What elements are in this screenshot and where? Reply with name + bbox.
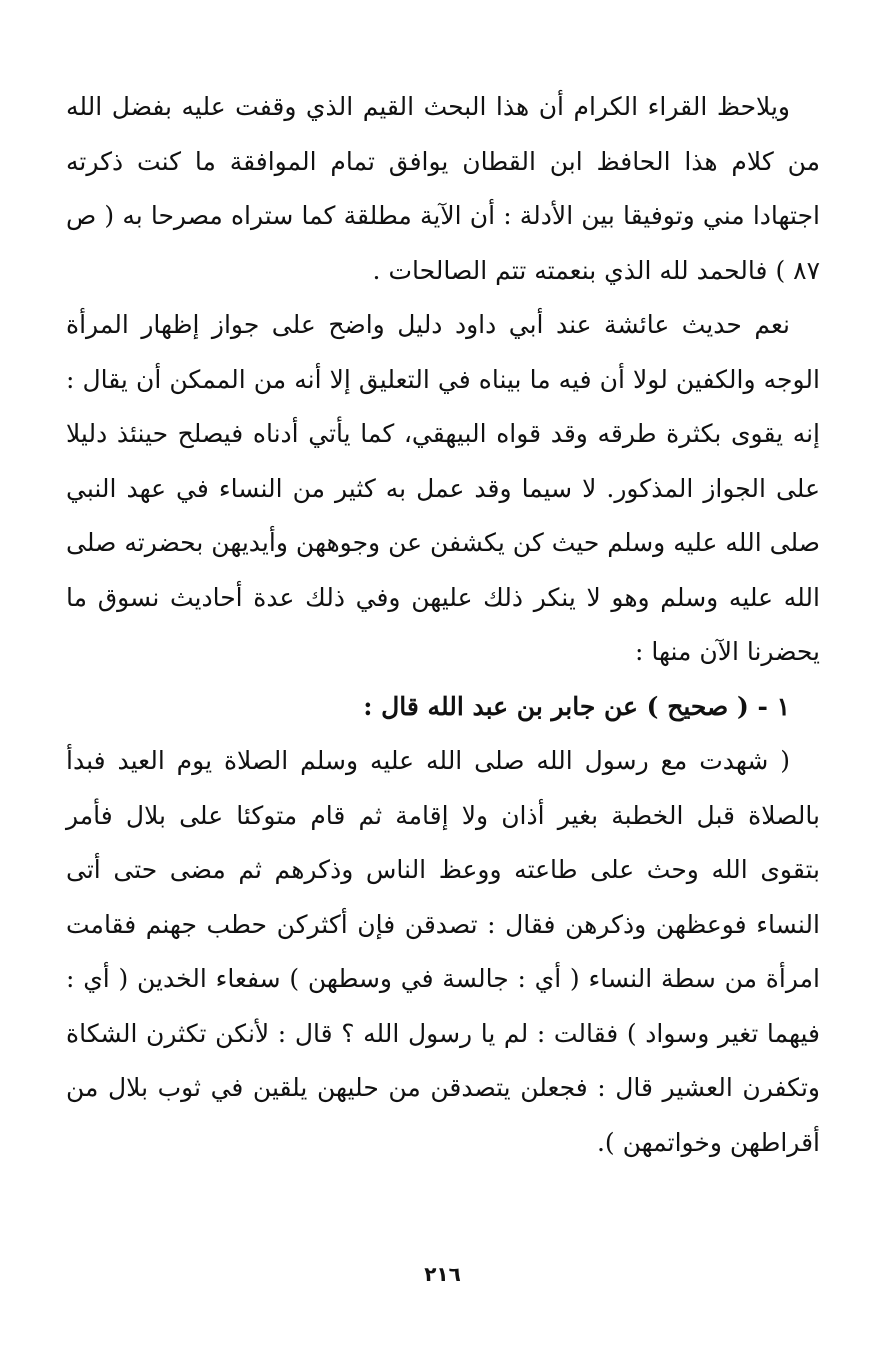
page-number: ٢١٦ — [424, 1262, 461, 1286]
paragraph-jabir-hadith-text: ( شهدت مع رسول الله صلى الله عليه وسلم الصلاة يوم العيد فبدأ بالصلاة قبل الخطبة بغير أذان ولا إقامة ثم قام متوكئا على بلال فأمر بتقوى الله وحث على طاعته ووعظ الناس وذكرهم ثم مضى حتى أتى النساء فوعظهن وذكرهن فقال : تصدقن فإن أكثركن حطب جهنم فقامت امرأة من سطة النساء ( أي : جالسة في وسطهن ) سفعاء الخدين ( أي : فيهما تغير وسواد ) فقالت : لم يا رسول الله ؟ قال : لأنكن تكثرن الشكاة وتكفرن العشير قال : فجعلن يتصدقن من حليهن يلقين في ثوب بلال من أقراطهن وخواتمهن ). — [66, 746, 820, 1157]
hadith-heading-jabir: ١ - ( صحيح ) عن جابر بن عبد الله قال : — [363, 692, 790, 721]
paragraph-aisha-hadith-discussion: نعم حديث عائشة عند أبي داود دليل واضح على جواز إظهار المرأة الوجه والكفين لولا أن فيه ما بيناه في التعليق إلا أنه من الممكن أن يقال : إنه يقوى بكثرة طرقه وقد قواه البيهقي، كما يأتي أدناه فيصلح حينئذ دليلا على الجواز المذكور. لا سيما وقد عمل به كثير من النساء في عهد النبي صلى الله عليه وسلم حيث كن يكشفن عن وجوههن وأيديهن بحضرته صلى الله عليه وسلم وهو لا ينكر ذلك عليهن وفي ذلك عدة أحاديث نسوق ما يحضرنا الآن منها : — [66, 310, 820, 666]
paragraph-ibn-al-qattan-agreement: ويلاحظ القراء الكرام أن هذا البحث القيم الذي وقفت عليه بفضل الله من كلام هذا الحافظ ابن القطان يوافق تمام الموافقة ما كنت ذكرته اجتهادا مني وتوفيقا بين الأدلة : أن الآية مطلقة كما ستراه مصرحا به ( ص ٨٧ ) فالحمد لله الذي بنعمته تتم الصالحات . — [66, 92, 820, 285]
